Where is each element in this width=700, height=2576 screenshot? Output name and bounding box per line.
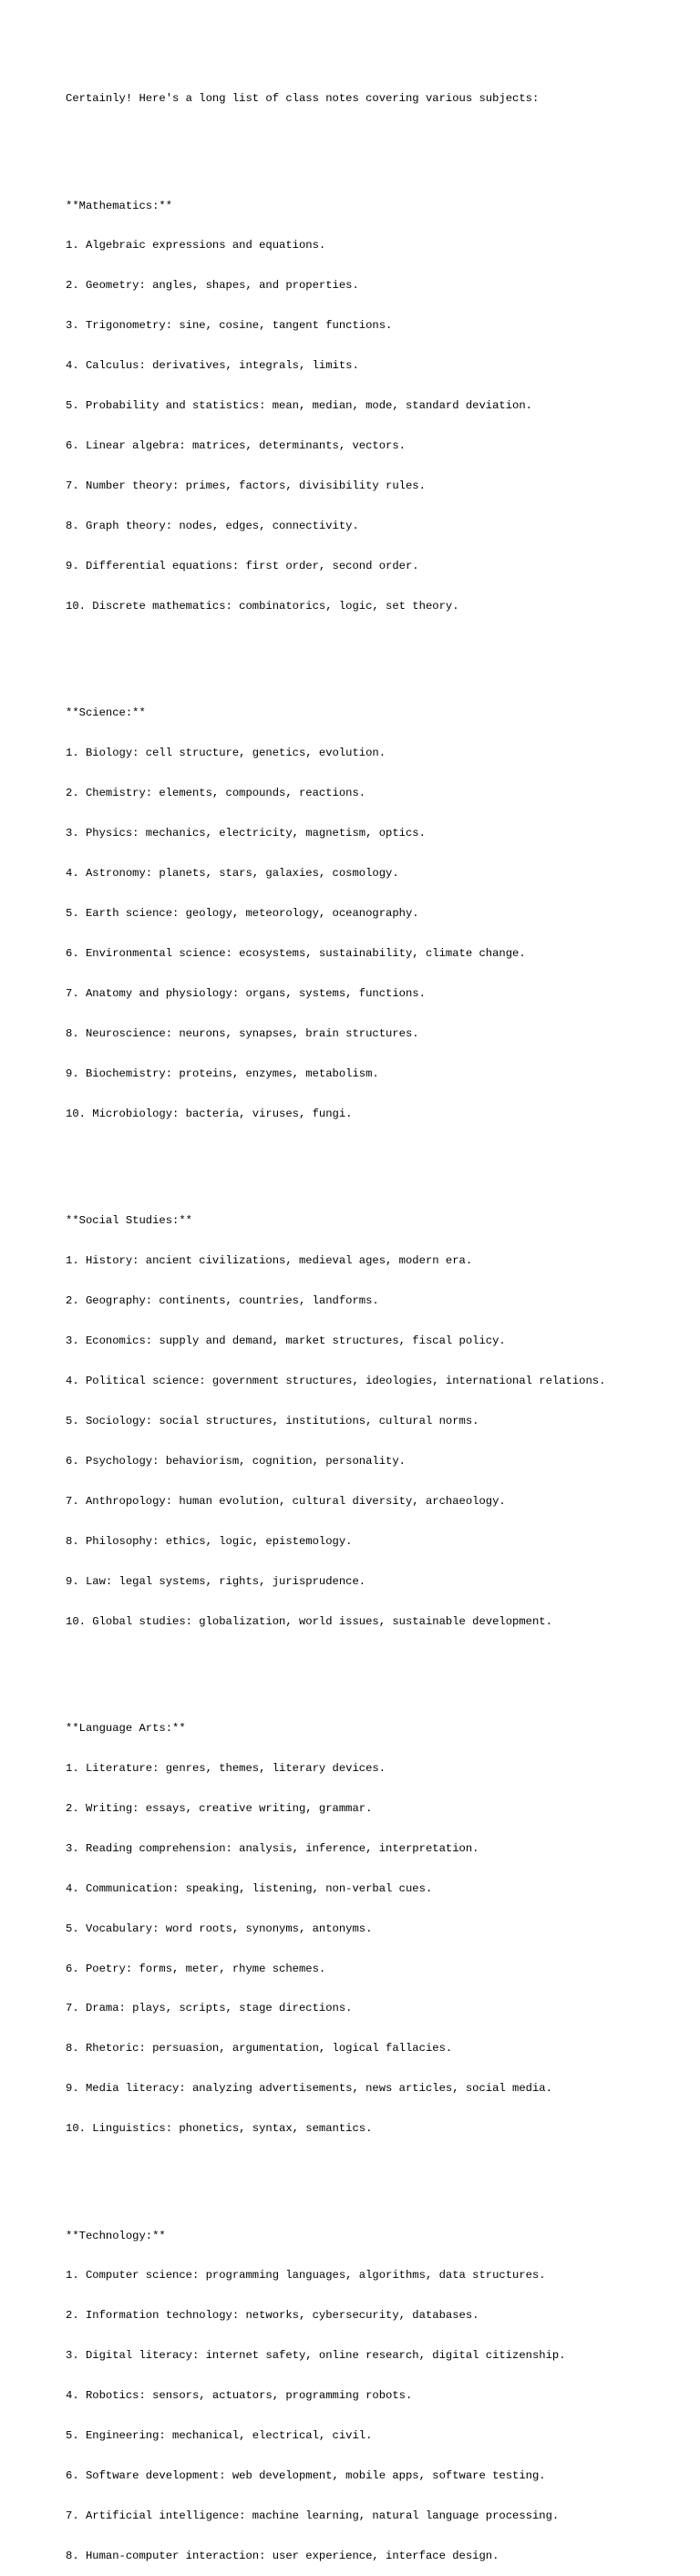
list-item: 8. Neuroscience: neurons, synapses, brain structures.: [66, 1026, 419, 1040]
list-item: 3. Physics: mechanics, electricity, magnetism, optics.: [66, 827, 426, 840]
list-item: 5. Engineering: mechanical, electrical, civil.: [66, 2429, 373, 2443]
list-item: 9. Differential equations: first order, second order.: [66, 560, 419, 573]
spacer: [66, 132, 685, 146]
list-item: 10. Global studies: globalization, world issues, sustainable development.: [66, 1614, 552, 1628]
list-item: 2. Information technology: networks, cybersecurity, databases.: [66, 2309, 479, 2323]
spacer: [66, 2162, 685, 2176]
list-item: 10. Microbiology: bacteria, viruses, fungi.: [66, 1107, 353, 1120]
list-item: 5. Sociology: social structures, institutions, cultural norms.: [66, 1414, 479, 1427]
list-item: 10. Discrete mathematics: combinatorics, logic, set theory.: [66, 600, 459, 613]
list-item: 7. Anatomy and physiology: organs, systems, functions.: [66, 986, 426, 1000]
list-item: 1. Computer science: programming languages, algorithms, data structures.: [66, 2269, 546, 2282]
list-item: 1. Literature: genres, themes, literary devices.: [66, 1761, 386, 1775]
list-item: 1. History: ancient civilizations, medieval ages, modern era.: [66, 1253, 473, 1267]
list-item: 8. Rhetoric: persuasion, argumentation, logical fallacies.: [66, 2042, 453, 2056]
list-item: 3. Trigonometry: sine, cosine, tangent functions.: [66, 319, 393, 333]
list-item: 5. Probability and statistics: mean, median, mode, standard deviation.: [66, 399, 532, 413]
list-item: 2. Geography: continents, countries, landforms.: [66, 1293, 379, 1307]
section-heading-social-studies: **Social Studies:**: [66, 1214, 192, 1228]
list-item: 5. Vocabulary: word roots, synonyms, antonyms.: [66, 1922, 373, 1935]
list-item: 3. Reading comprehension: analysis, inference, interpretation.: [66, 1841, 479, 1855]
list-item: 7. Artificial intelligence: machine learning, natural language processing.: [66, 2509, 560, 2523]
list-item: 6. Psychology: behaviorism, cognition, personality.: [66, 1454, 406, 1468]
list-item: 2. Writing: essays, creative writing, grammar.: [66, 1801, 373, 1815]
list-item: 8. Graph theory: nodes, edges, connectivity.: [66, 520, 359, 533]
list-item: 6. Linear algebra: matrices, determinants, vectors.: [66, 439, 406, 453]
list-item: 6. Environmental science: ecosystems, sustainability, climate change.: [66, 947, 526, 960]
list-item: 2. Geometry: angles, shapes, and properties.: [66, 279, 359, 293]
list-item: 9. Biochemistry: proteins, enzymes, metabolism.: [66, 1066, 379, 1080]
section-heading-language-arts: **Language Arts:**: [66, 1721, 186, 1735]
spacer: [66, 1655, 685, 1669]
spacer: [66, 640, 685, 654]
list-item: 4. Astronomy: planets, stars, galaxies, cosmology.: [66, 867, 399, 881]
list-item: 5. Earth science: geology, meteorology, oceanography.: [66, 907, 419, 921]
intro-text: Certainly! Here's a long list of class notes covering various subjects:: [66, 92, 540, 106]
list-item: 9. Media literacy: analyzing advertisements, news articles, social media.: [66, 2082, 552, 2096]
list-item: 4. Calculus: derivatives, integrals, limits.: [66, 359, 359, 373]
list-item: 7. Anthropology: human evolution, cultural diversity, archaeology.: [66, 1494, 506, 1508]
list-item: 8. Philosophy: ethics, logic, epistemology.: [66, 1534, 353, 1548]
list-item: 7. Drama: plays, scripts, stage directions.: [66, 2002, 353, 2015]
list-item: 8. Human-computer interaction: user experience, interface design.: [66, 2550, 499, 2563]
list-item: 10. Linguistics: phonetics, syntax, semantics.: [66, 2122, 373, 2136]
list-item: 1. Algebraic expressions and equations.: [66, 239, 326, 252]
spacer: [66, 1148, 685, 1161]
section-heading-technology: **Technology:**: [66, 2229, 166, 2242]
list-item: 4. Communication: speaking, listening, non-verbal cues.: [66, 1881, 433, 1895]
document-page: [66, 66, 685, 2576]
list-item: 2. Chemistry: elements, compounds, reactions.: [66, 787, 366, 800]
list-item: 6. Software development: web development, mobile apps, software testing.: [66, 2469, 546, 2483]
list-item: 3. Economics: supply and demand, market structures, fiscal policy.: [66, 1334, 506, 1347]
list-item: 3. Digital literacy: internet safety, online research, digital citizenship.: [66, 2349, 566, 2363]
list-item: 7. Number theory: primes, factors, divisibility rules.: [66, 479, 426, 493]
list-item: 4. Political science: government structures, ideologies, international relations.: [66, 1374, 606, 1387]
list-item: 6. Poetry: forms, meter, rhyme schemes.: [66, 1962, 326, 1975]
section-heading-mathematics: **Mathematics:**: [66, 199, 173, 212]
list-item: 1. Biology: cell structure, genetics, evolution.: [66, 747, 386, 760]
section-heading-science: **Science:**: [66, 706, 146, 720]
list-item: 9. Law: legal systems, rights, jurisprudence.: [66, 1574, 366, 1588]
list-item: 4. Robotics: sensors, actuators, programming robots.: [66, 2389, 413, 2403]
